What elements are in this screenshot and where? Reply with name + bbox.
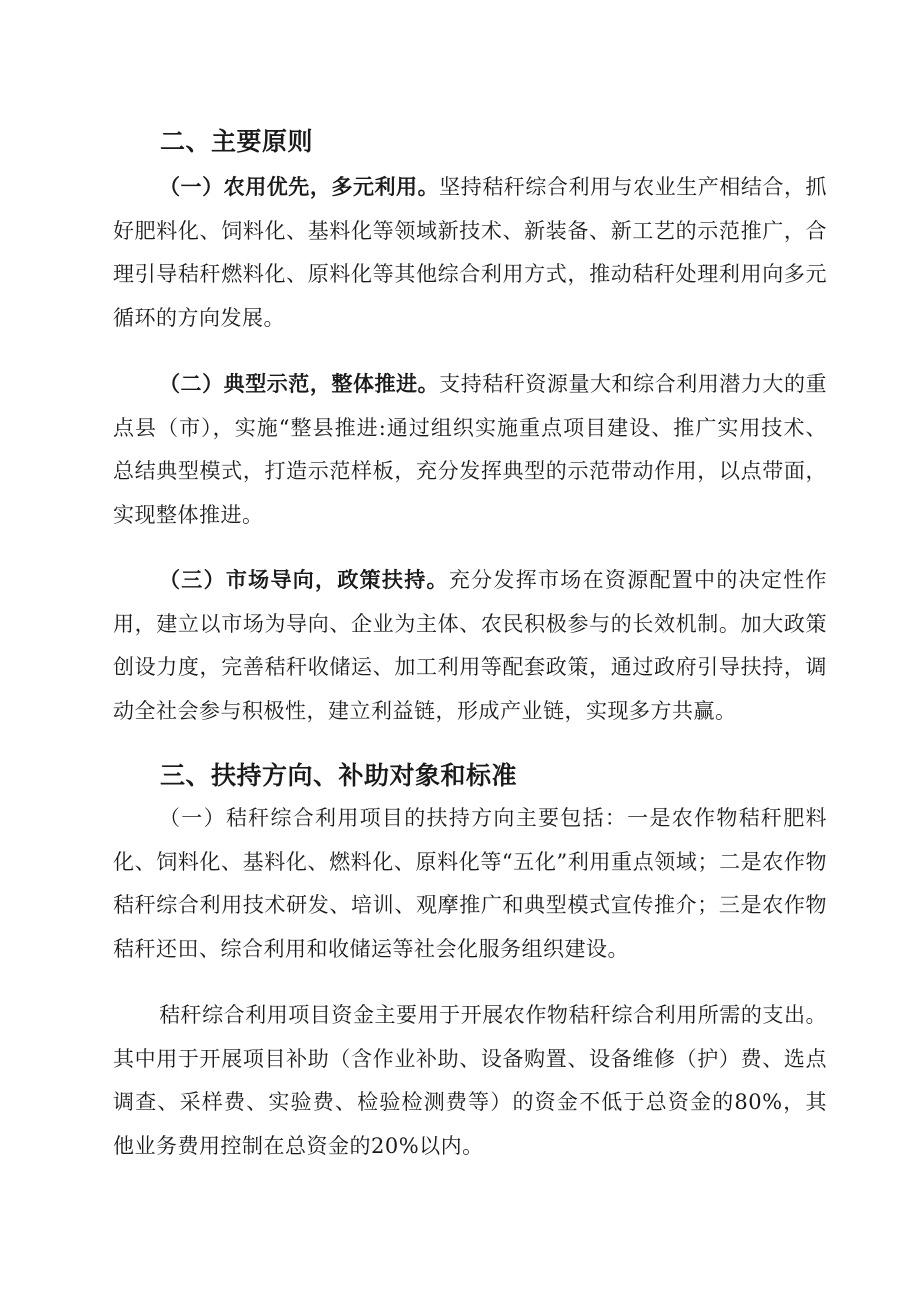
principle-body-3: 充分发挥市场在资源配置中的决定性作用，建立以市场为导向、企业为主体、农民积极参与的长效机制。加大政策创设力度，完善秸秆收储运、加工利用等配套政策，通过政府引导扶持，调动全社会参与积极性，建立利益链，形成产业链，实现多方共赢。 [113, 568, 828, 723]
principle-body-2: 支持秸秆资源量大和综合利用潜力大的重点县（市），实施“整县推进:通过组织实施重点项目建设、推广实用技术、总结典型模式，打造示范样板，充分发挥典型的示范带动作用，以点带面，实现整体推进。 [113, 372, 828, 527]
principle-body-1: 坚持秸秆综合利用与农业生产相结合，抓好肥料化、饲料化、基料化等领域新技术、新装备、新工艺的示范推广，合理引导秸秆燃料化、原料化等其他综合利用方式，推动秸秆处理利用向多元循环的方向发展。 [113, 175, 828, 330]
principle-paragraph-3 [113, 559, 827, 733]
principle-paragraph-2 [113, 363, 827, 537]
support-paragraph-2: 秸秆综合利用项目资金主要用于开展农作物秸秆综合利用所需的支出。其中用于开展项目补助（含作业补助、设备购置、设备维修（护）费、选点调查、采样费、实验费、检验检测费等）的资金不低于总资金的80%，其他业务费用控制在总资金的20%以内。 [113, 1003, 827, 1158]
section-heading-principles: 二、主要原则 [160, 127, 314, 156]
principle-lead-3: （三）市场导向，政策扶持。 [159, 568, 449, 592]
section-heading-support: 三、扶持方向、补助对象和标准 [160, 761, 518, 790]
principle-paragraph-1 [113, 166, 827, 340]
principle-lead-1: （一）农用优先，多元利用。 [159, 175, 440, 199]
support-paragraph-1: （一）秸秆综合利用项目的扶持方向主要包括：一是农作物秸秆肥料化、饲料化、基料化、燃料化、原料化等“五化”利用重点领域；二是农作物秸秆综合利用技术研发、培训、观摩推广和典型模式宣传推介；三是农作物秸秆还田、综合利用和收储运等社会化服务组织建设。 [113, 806, 827, 961]
principle-lead-2: （二）典型示范，整体推进。 [159, 372, 440, 396]
